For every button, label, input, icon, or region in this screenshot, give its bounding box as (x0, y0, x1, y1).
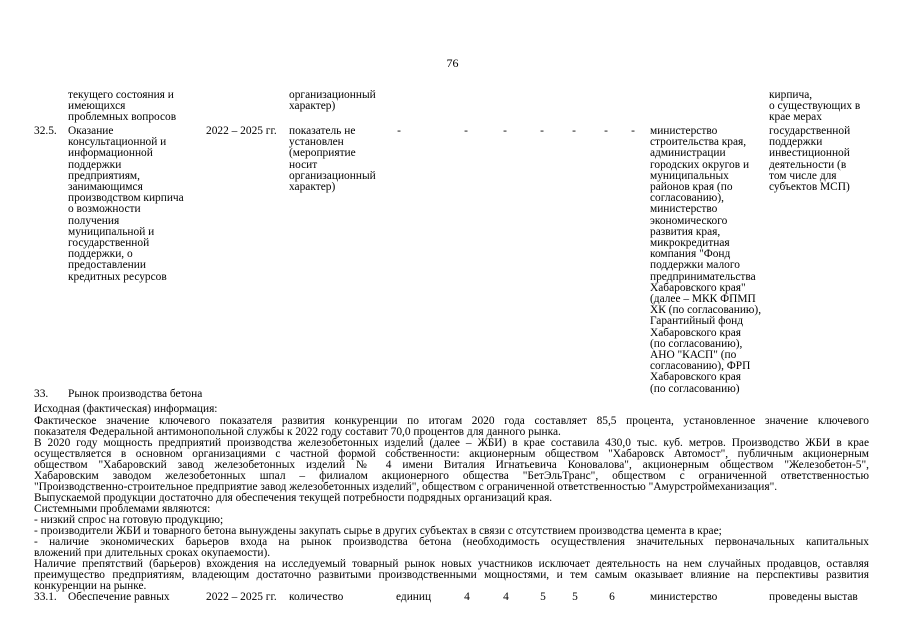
paragraph-line: показателя Федеральной антимонопольной службы к 2022 году составит 70,0 процентов для данного рынка. (34, 426, 561, 438)
section-number: 33. (34, 388, 49, 400)
intro-text: Исходная (фактическая) информация: (34, 403, 218, 415)
period-cell: 2022 – 2025 гг. (206, 591, 277, 603)
paragraph-line: Выпускаемой продукции достаточно для обеспечения текущей потребности подрядных организаций края. (34, 492, 553, 504)
dash-cell: - (572, 125, 576, 137)
bullet-item: - производители ЖБИ и товарного бетона вынуждены закупать сырье в других субъектах в связи с отсутствием производства цемента в крае; (34, 525, 722, 537)
continued-indicator-cell: организационный характер) (289, 89, 376, 113)
unit-cell: единиц (396, 591, 432, 603)
dash-cell: - (464, 125, 468, 137)
continued-results-cell: кирпича, о существующих в крае мерах (769, 89, 861, 124)
row-number: 33.1. (34, 591, 57, 603)
paragraph-line: Хабаровским заводом железобетонных шпал – филиалом акционерного общества "БетЭльТранс", обществом с ограниченной ответственностью (34, 470, 869, 482)
activity-cell: Оказание консультационной и информационной поддержки предприятиям, занимающимся производством кирпича о возможности получения муниципальной и государственной поддержки, о предоставлении кредитных ресурсов (68, 125, 184, 283)
results-cell: проведены выстав (769, 591, 858, 603)
paragraph-line: преимущество предприятиям, владеющим достаточно развитыми производственными мощностями, и тем самым оказывает влияние на перспективы развития (34, 569, 869, 581)
value-cell: 5 (540, 591, 546, 603)
bullet-item-continuation: вложений при длительных сроках окупаемости). (34, 547, 271, 559)
continued-activity-cell: текущего состояния и имеющихся проблемных вопросов (68, 89, 177, 124)
paragraph-line: Фактическое значение ключевого показателя развития конкуренции по итогам 2020 года составляет 85,5 процента, установленное значение ключевого (34, 415, 869, 427)
executors-cell: министерство строительства края, администрации городских округов и муниципальных районов края (по согласованию), министерство экономического развития края, микрокредитная компания "Фонд поддержки малого предпринимательства Хабаровского края" (далее – МКК ФПМП ХК (по согласованию), Гарантийный фонд Хабаровского края (по согласованию), АНО "КАСП" (по согласованию), ФРП Хабаровского края (по согласованию) (650, 125, 762, 395)
value-cell: 4 (464, 591, 470, 603)
dash-cell: - (503, 125, 507, 137)
indicator-cell: показатель не установлен (мероприятие носит организационный характер) (289, 125, 376, 194)
paragraph-line: Наличие препятствий (барьеров) вхождения на исследуемый товарный рынок новых участников исключает деятельность на нем случайных продавцов, оставляя (34, 558, 869, 570)
paragraph-line: Системными проблемами являются: (34, 503, 211, 515)
dash-cell: - (604, 125, 608, 137)
row-number: 32.5. (34, 125, 57, 137)
bullet-item: - наличие экономических барьеров входа на рынок производства бетона (необходимость осуществления значительных первоначальных капитальных (34, 536, 869, 548)
indicator-cell: количество (289, 591, 344, 603)
activity-cell: Обеспечение равных (68, 591, 170, 603)
paragraph-line: конкуренции на рынке. (34, 580, 147, 592)
value-cell: 6 (609, 591, 615, 603)
dash-cell: - (631, 125, 635, 137)
dash-cell: - (397, 125, 401, 137)
results-cell: государственной поддержки инвестиционной деятельности (в том числе для субъектов МСП) (769, 125, 851, 194)
section-title: Рынок производства бетона (68, 388, 203, 400)
period-cell: 2022 – 2025 гг. (206, 125, 277, 137)
page-number: 76 (446, 56, 459, 70)
bullet-item: - низкий спрос на готовую продукцию; (34, 514, 224, 526)
dash-cell: - (540, 125, 544, 137)
paragraph-line: В 2020 году мощность предприятий производства железобетонных изделий (далее – ЖБИ) в крае составила 430,0 тыс. куб. метров. Производство ЖБИ в крае (34, 437, 869, 449)
paragraph-line: "Производственно-строительное предприятие завод железобетонных изделий", обществом с ограниченной ответственностью "Амурстроймеханизация". (34, 481, 778, 493)
executors-cell: министерство (650, 591, 718, 603)
value-cell: 4 (503, 591, 509, 603)
paragraph-line: обществом "Хабаровский завод железобетонных изделий № 4 имени Виталия Игнатьевича Коновалова", акционерным обществом "Железобетон-5", (34, 459, 869, 471)
value-cell: 5 (572, 591, 578, 603)
paragraph-line: осуществляется в основном организациями с частной формой собственности: акционерным обществом "Хабаровск Автомост", публичным акционерным (34, 448, 869, 460)
